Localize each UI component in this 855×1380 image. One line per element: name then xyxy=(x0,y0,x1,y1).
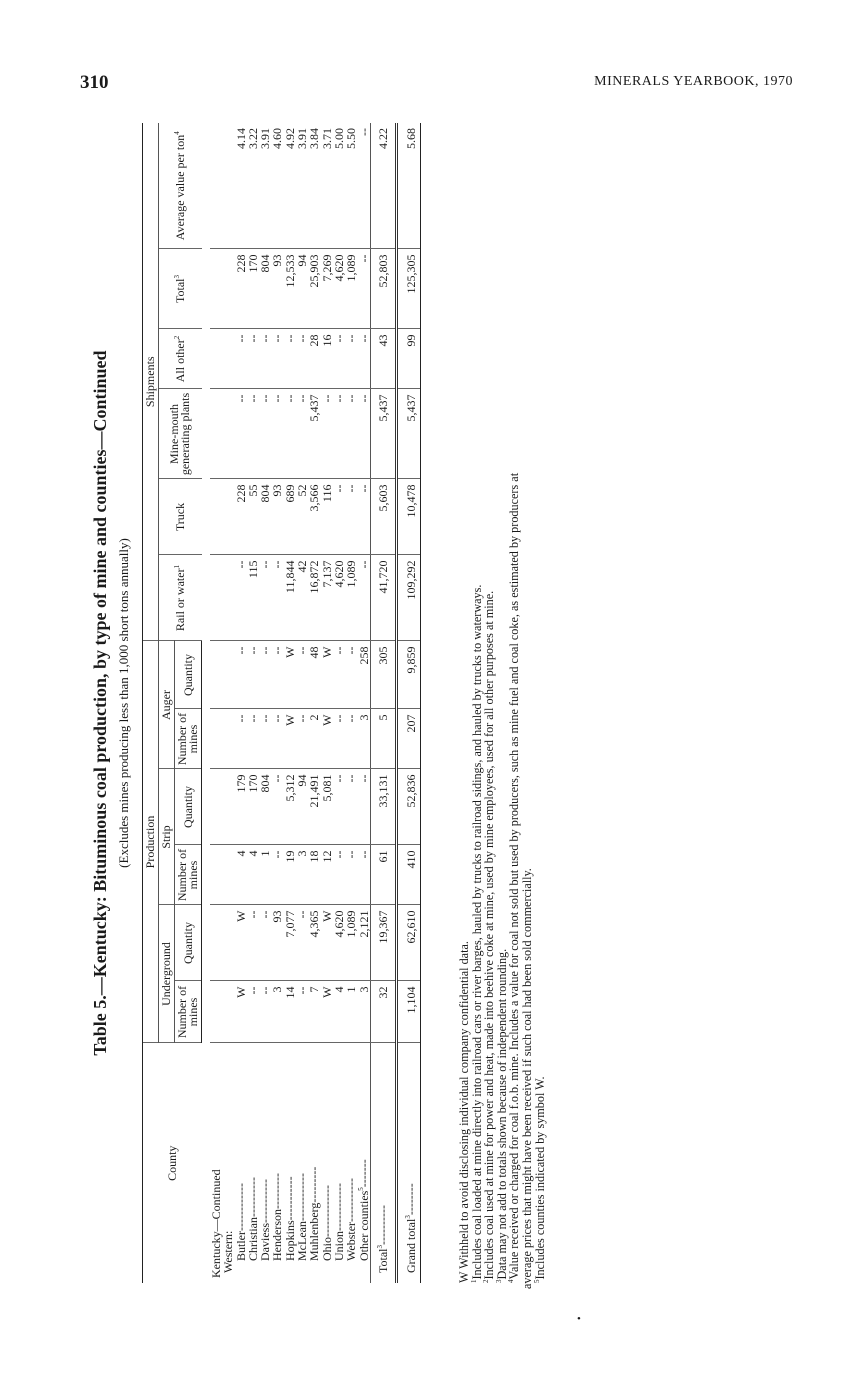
cell-st-qty: 804 xyxy=(259,769,271,845)
cell-ug-num: 4 xyxy=(333,981,345,1043)
cell-mine-mouth: -- xyxy=(235,389,247,479)
cell-truck: 228 xyxy=(235,479,247,555)
cell-au-qty: -- xyxy=(333,641,345,709)
cell-st-num: 61 xyxy=(370,845,396,905)
table-row xyxy=(308,123,320,1283)
cell-st-num: 1 xyxy=(259,845,271,905)
cell-rail: 11,844 xyxy=(284,555,296,641)
table-row xyxy=(271,123,283,1283)
county-name: Union------------ xyxy=(331,1183,346,1261)
cell-st-num: 19 xyxy=(284,845,296,905)
cell-st-num: -- xyxy=(345,845,357,905)
cell-all-other: 28 xyxy=(308,329,320,389)
footnote: $^2$Includes coal used at mine for power and heat, made into beehive coke at mine, used by mine employees, used for all other purposes at mine. xyxy=(482,590,497,1283)
cell-avg: 4.92 xyxy=(284,123,296,249)
cell-au-qty: W xyxy=(284,641,296,709)
county-name: McLean------------ xyxy=(295,1173,310,1261)
mine-mouth-header: Mine-mouth generating plants xyxy=(159,389,202,479)
cell-mine-mouth: -- xyxy=(296,389,308,479)
cell-ug-qty: W xyxy=(321,905,333,981)
cell-st-qty: -- xyxy=(271,769,283,845)
cell-st-num: -- xyxy=(271,845,283,905)
cell-ug-qty: -- xyxy=(259,905,271,981)
cell-mine-mouth: -- xyxy=(247,389,259,479)
cell-ug-num: 3 xyxy=(358,981,371,1043)
cell-all-other: -- xyxy=(358,329,371,389)
average-value-header: Average value per ton$^4$ xyxy=(159,123,202,249)
cell-st-qty: -- xyxy=(333,769,345,845)
strip-number-header: Number of mines xyxy=(175,845,202,905)
cell-ug-qty: W xyxy=(235,905,247,981)
cell-ug-num: 1 xyxy=(345,981,357,1043)
table-row xyxy=(345,123,357,1283)
table-row xyxy=(259,123,271,1283)
table-row xyxy=(358,123,371,1283)
table-row xyxy=(397,123,421,1283)
strip-header: Strip xyxy=(159,769,175,905)
cell-au-qty: -- xyxy=(296,641,308,709)
cell-ug-qty: 19,367 xyxy=(370,905,396,981)
cell-mine-mouth: -- xyxy=(321,389,333,479)
table-row xyxy=(321,123,333,1283)
cell-total: 125,305 xyxy=(397,249,421,329)
cell-truck: 10,478 xyxy=(397,479,421,555)
cell-avg: 3.22 xyxy=(247,123,259,249)
cell-truck: -- xyxy=(345,479,357,555)
truck-header: Truck xyxy=(159,479,202,555)
cell-total: -- xyxy=(358,249,371,329)
cell-au-num: -- xyxy=(247,709,259,769)
cell-ug-qty: 4,365 xyxy=(308,905,320,981)
cell-st-qty: 170 xyxy=(247,769,259,845)
table-row xyxy=(235,123,247,1283)
cell-ug-num: W xyxy=(235,981,247,1043)
cell-rail: 1,089 xyxy=(345,555,357,641)
cell-all-other: -- xyxy=(271,329,283,389)
county-header: County xyxy=(143,1043,202,1283)
strip-quantity-header: Quantity xyxy=(175,769,202,845)
county-name: Hopkins----------- xyxy=(282,1176,297,1261)
cell-au-num: 3 xyxy=(358,709,371,769)
cell-au-num: -- xyxy=(345,709,357,769)
cell-mine-mouth: -- xyxy=(345,389,357,479)
cell-mine-mouth: -- xyxy=(333,389,345,479)
cell-ug-num: 14 xyxy=(284,981,296,1043)
cell-mine-mouth: -- xyxy=(284,389,296,479)
underground-header: Underground xyxy=(159,905,175,1043)
cell-au-qty: -- xyxy=(259,641,271,709)
cell-total: 52,803 xyxy=(370,249,396,329)
cell-st-num: -- xyxy=(358,845,371,905)
cell-st-qty: 5,312 xyxy=(284,769,296,845)
cell-st-num: 4 xyxy=(247,845,259,905)
stray-dot: • xyxy=(577,1313,581,1325)
rail-header: Rail or water$^1$ xyxy=(159,555,202,641)
cell-au-qty: 9,859 xyxy=(397,641,421,709)
cell-au-qty: -- xyxy=(345,641,357,709)
cell-mine-mouth: -- xyxy=(358,389,371,479)
cell-rail: 41,720 xyxy=(370,555,396,641)
cell-ug-qty: 62,610 xyxy=(397,905,421,981)
county-name: Other counties$^5$------- xyxy=(356,1159,371,1261)
cell-total: 94 xyxy=(296,249,308,329)
cell-truck: 3,566 xyxy=(308,479,320,555)
county-name: Total$^3$---------- xyxy=(370,1043,396,1283)
table-row xyxy=(284,123,296,1283)
cell-au-num: 2 xyxy=(308,709,320,769)
cell-avg: 5.50 xyxy=(345,123,357,249)
cell-st-num: 18 xyxy=(308,845,320,905)
shipments-header: Shipments xyxy=(143,123,159,641)
cell-st-num: -- xyxy=(333,845,345,905)
cell-ug-num: 32 xyxy=(370,981,396,1043)
cell-ug-qty: 93 xyxy=(271,905,283,981)
cell-mine-mouth: 5,437 xyxy=(397,389,421,479)
cell-truck: 5,603 xyxy=(370,479,396,555)
table-row xyxy=(296,123,308,1283)
subsection-label: Western: xyxy=(221,1230,236,1273)
cell-all-other: 43 xyxy=(370,329,396,389)
production-header: Production xyxy=(143,641,159,1043)
rotated-table-page xyxy=(90,123,565,1289)
cell-rail: 109,292 xyxy=(397,555,421,641)
cell-all-other: -- xyxy=(333,329,345,389)
cell-au-qty: 258 xyxy=(358,641,371,709)
cell-truck: 52 xyxy=(296,479,308,555)
cell-avg: 3.71 xyxy=(321,123,333,249)
cell-st-qty: 5,081 xyxy=(321,769,333,845)
all-other-header: All other$^2$ xyxy=(159,329,202,389)
table-row xyxy=(370,123,396,1283)
footnote: $^5$Includes counties indicated by symbol W. xyxy=(532,1076,547,1283)
cell-all-other: -- xyxy=(296,329,308,389)
footnote: W Withheld to avoid disclosing individual company confidential data. xyxy=(457,941,471,1283)
cell-all-other: -- xyxy=(284,329,296,389)
cell-all-other: -- xyxy=(259,329,271,389)
cell-total: 1,089 xyxy=(345,249,357,329)
cell-total: 7,269 xyxy=(321,249,333,329)
cell-au-num: -- xyxy=(235,709,247,769)
cell-rail: -- xyxy=(259,555,271,641)
cell-avg: -- xyxy=(358,123,371,249)
cell-avg: 3.91 xyxy=(296,123,308,249)
cell-ug-num: W xyxy=(321,981,333,1043)
auger-number-header: Number of mines xyxy=(175,709,202,769)
cell-ug-num: 7 xyxy=(308,981,320,1043)
table-subtitle: (Excludes mines producing less than 1,000 short tons annually) xyxy=(116,538,131,868)
cell-avg: 4.22 xyxy=(370,123,396,249)
cell-st-qty: -- xyxy=(358,769,371,845)
cell-mine-mouth: 5,437 xyxy=(308,389,320,479)
cell-st-num: 12 xyxy=(321,845,333,905)
total-header: Total$^3$ xyxy=(159,249,202,329)
cell-rail: -- xyxy=(358,555,371,641)
cell-all-other: -- xyxy=(247,329,259,389)
cell-avg: 5.00 xyxy=(333,123,345,249)
county-name: Webster----------- xyxy=(344,1178,359,1261)
cell-au-qty: 48 xyxy=(308,641,320,709)
county-name: Daviess----------- xyxy=(258,1179,273,1261)
county-name: Butler------------ xyxy=(233,1183,248,1261)
cell-total: 4,620 xyxy=(333,249,345,329)
cell-rail: -- xyxy=(271,555,283,641)
cell-ug-qty: -- xyxy=(296,905,308,981)
county-name: Henderson--------- xyxy=(270,1173,285,1261)
cell-avg: 5.68 xyxy=(397,123,421,249)
county-name: Christian---------- xyxy=(245,1177,260,1261)
cell-avg: 4.60 xyxy=(271,123,283,249)
county-name: Muhlenberg--------- xyxy=(307,1166,322,1261)
section-label: Kentucky—Continued xyxy=(209,1169,223,1278)
cell-total: 25,903 xyxy=(308,249,320,329)
footnote: average prices that might have been received if such coal had been sold commercially. xyxy=(519,868,534,1289)
cell-truck: -- xyxy=(358,479,371,555)
cell-au-qty: -- xyxy=(235,641,247,709)
cell-rail: 42 xyxy=(296,555,308,641)
cell-st-qty: -- xyxy=(345,769,357,845)
cell-total: 170 xyxy=(247,249,259,329)
cell-ug-num: 3 xyxy=(271,981,283,1043)
coal-production-table xyxy=(142,123,421,1283)
cell-avg: 3.84 xyxy=(308,123,320,249)
cell-truck: 804 xyxy=(259,479,271,555)
cell-rail: -- xyxy=(235,555,247,641)
cell-st-num: 410 xyxy=(397,845,421,905)
cell-avg: 4.14 xyxy=(235,123,247,249)
cell-all-other: 16 xyxy=(321,329,333,389)
cell-rail: 7,137 xyxy=(321,555,333,641)
cell-truck: -- xyxy=(333,479,345,555)
cell-st-qty: 94 xyxy=(296,769,308,845)
cell-st-qty: 179 xyxy=(235,769,247,845)
cell-au-num: -- xyxy=(271,709,283,769)
cell-ug-qty: 2,121 xyxy=(358,905,371,981)
cell-all-other: -- xyxy=(235,329,247,389)
footnote: $^1$Includes coal loaded at mine directly into railroad cars or river barges, hauled by trucks to railroad sidings, and hauled by trucks to waterways. xyxy=(469,584,484,1283)
table-row xyxy=(247,123,259,1283)
cell-ug-qty: 1,089 xyxy=(345,905,357,981)
running-head: MINERALS YEARBOOK, 1970 xyxy=(594,74,793,89)
cell-total: 228 xyxy=(235,249,247,329)
cell-all-other: -- xyxy=(345,329,357,389)
cell-au-num: 5 xyxy=(370,709,396,769)
footnote: $^3$Data may not add to totals shown because of independent rounding. xyxy=(494,948,509,1283)
page-number: 310 xyxy=(80,72,109,93)
cell-st-num: 4 xyxy=(235,845,247,905)
cell-rail: 4,620 xyxy=(333,555,345,641)
cell-avg: 3.91 xyxy=(259,123,271,249)
cell-st-num: 3 xyxy=(296,845,308,905)
cell-st-qty: 33,131 xyxy=(370,769,396,845)
ug-quantity-header: Quantity xyxy=(175,905,202,981)
cell-au-qty: -- xyxy=(247,641,259,709)
cell-st-qty: 21,491 xyxy=(308,769,320,845)
cell-ug-num: -- xyxy=(247,981,259,1043)
cell-rail: 16,872 xyxy=(308,555,320,641)
cell-ug-qty: 4,620 xyxy=(333,905,345,981)
county-name: Grand total$^3$-------- xyxy=(397,1043,421,1283)
cell-ug-num: -- xyxy=(259,981,271,1043)
cell-ug-num: 1,104 xyxy=(397,981,421,1043)
cell-au-num: -- xyxy=(296,709,308,769)
cell-ug-qty: 7,077 xyxy=(284,905,296,981)
cell-mine-mouth: 5,437 xyxy=(370,389,396,479)
footnotes xyxy=(457,123,547,1289)
cell-total: 93 xyxy=(271,249,283,329)
county-name: Ohio------------- xyxy=(319,1185,334,1261)
cell-au-num: 207 xyxy=(397,709,421,769)
cell-au-qty: 305 xyxy=(370,641,396,709)
cell-au-num: W xyxy=(321,709,333,769)
cell-truck: 93 xyxy=(271,479,283,555)
cell-ug-qty: -- xyxy=(247,905,259,981)
cell-au-num: -- xyxy=(333,709,345,769)
cell-au-num: W xyxy=(284,709,296,769)
cell-truck: 116 xyxy=(321,479,333,555)
cell-all-other: 99 xyxy=(397,329,421,389)
cell-ug-num: -- xyxy=(296,981,308,1043)
cell-truck: 689 xyxy=(284,479,296,555)
cell-au-num: -- xyxy=(259,709,271,769)
table-row xyxy=(333,123,345,1283)
table-title: Table 5.—Kentucky: Bituminous coal production, by type of mine and counties—Continued xyxy=(90,350,110,1056)
footnote: $^4$Value received or charged for coal f.o.b. mine. Includes a value for coal not sold but used by producers, such as mine fuel and coal coke, as estimated by producers at xyxy=(507,472,522,1283)
auger-quantity-header: Quantity xyxy=(175,641,202,709)
cell-mine-mouth: -- xyxy=(271,389,283,479)
cell-st-qty: 52,836 xyxy=(397,769,421,845)
ug-number-header: Number of mines xyxy=(175,981,202,1043)
cell-rail: 115 xyxy=(247,555,259,641)
cell-total: 804 xyxy=(259,249,271,329)
cell-total: 12,533 xyxy=(284,249,296,329)
cell-truck: 55 xyxy=(247,479,259,555)
cell-mine-mouth: -- xyxy=(259,389,271,479)
cell-au-qty: -- xyxy=(271,641,283,709)
cell-au-qty: W xyxy=(321,641,333,709)
auger-header: Auger xyxy=(159,641,175,769)
